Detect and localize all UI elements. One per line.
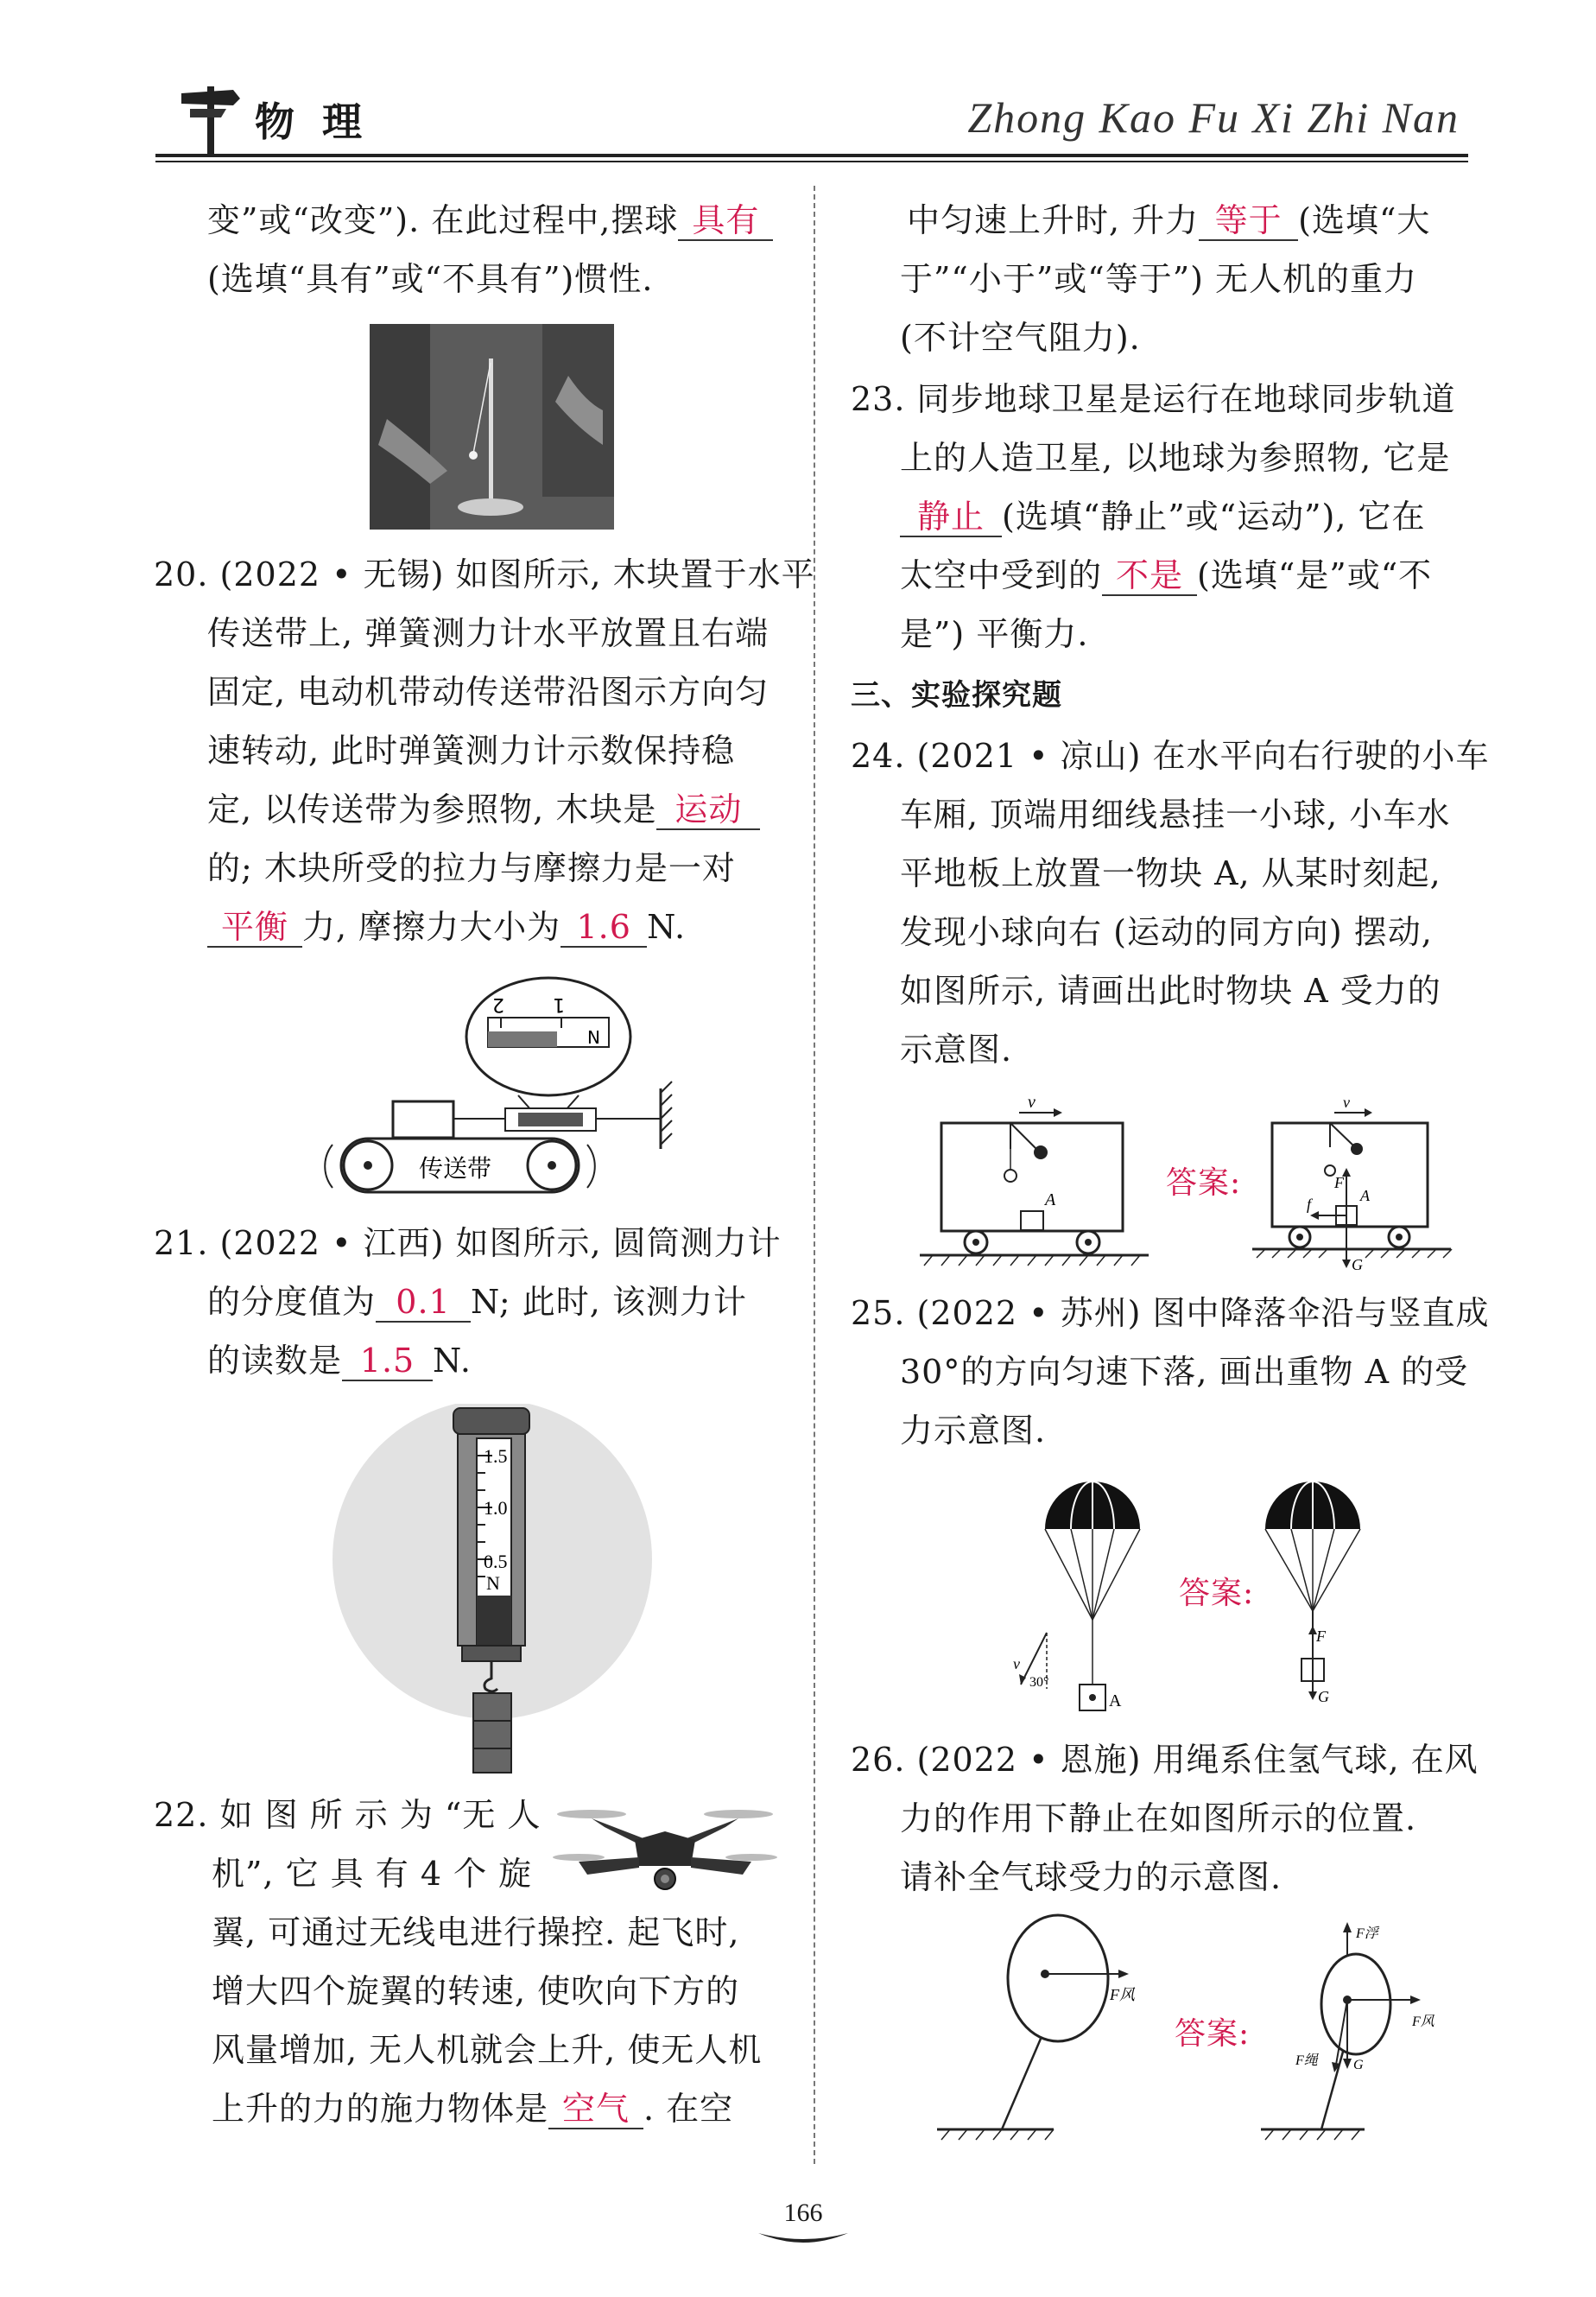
drone-image [553,1788,777,1900]
page-number-badge [751,2199,855,2250]
q26-line2: 力的作用下静止在如图所示的位置. [900,1799,1417,1837]
subject-title: 物 理 [255,98,370,145]
velocity-label-p: v [1013,1655,1020,1672]
meter-mark-10: 1.0 [484,1497,508,1519]
balloon-figure-question [928,1913,1162,2147]
q24-line3: 平地板上放置一物块 A, 从某时刻起, [900,854,1441,892]
q24-line6: 示意图. [900,1031,1013,1069]
q19-line1: 变”或“改变”). 在此过程中,摆球 具有 [207,199,773,242]
q21-line1: 21. (2022 • 江西) 如图所示, 圆筒测力计 [154,1224,782,1262]
q25-answer-label: 答案: [1179,1576,1255,1611]
q23-answer1: 静止 [900,498,1002,537]
q22-line5: 风量增加, 无人机就会上升, 使无人机 [212,2031,763,2069]
buoyancy-label: F浮 [1356,1926,1378,1941]
header-rule [155,154,1468,157]
force-F-label-p: F [1316,1628,1326,1645]
q23-line5: 是”) 平衡力. [900,615,1089,653]
series-title: Zhong Kao Fu Xi Zhi Nan [967,93,1460,142]
q22-line6: 上升的力的施力物体是 空气 . 在空 [212,2090,734,2128]
parachute-figure-answer [1252,1469,1382,1710]
q24-line5: 如图所示, 请画出此时物块 A 受力的 [900,972,1441,1010]
q26-answer-label: 答案: [1175,2016,1251,2052]
header [155,73,1468,155]
q26-line1: 26. (2022 • 恩施) 用绳系住氢气球, 在风 [851,1741,1479,1779]
meter-mark-15: 1.5 [484,1445,508,1467]
signpost-logo [173,78,250,155]
q21-answer1: 0.1 [376,1283,471,1323]
q20-line4: 速转动, 此时弹簧测力计示数保持稳 [207,732,736,770]
q19-line2: (选填“具有”或“不具有”)惯性. [207,260,654,298]
q20-line1: 20. (2022 • 无锡) 如图所示, 木块置于水平 [154,555,815,593]
q22-line9: (不计空气阻力). [900,319,1141,357]
q23-line4: 太空中受到的 不是 (选填“是”或“不 [900,556,1433,594]
force-F-label: F [1334,1174,1344,1191]
q20-answer1: 运动 [656,790,760,830]
q22-line8: 于”“小于”或“等于”) 无人机的重力 [900,260,1418,298]
q20-line7: 平衡 力, 摩擦力大小为 1.6 N. [207,905,686,949]
q19-answer: 具有 [678,201,773,241]
q26-line3: 请补全气球受力的示意图. [900,1858,1282,1896]
q20-line2: 传送带上, 弹簧测力计水平放置且右端 [207,614,770,652]
q24-line1: 24. (2021 • 凉山) 在水平向右行驶的小车 [851,737,1490,775]
cart-figure-answer [1248,1088,1455,1287]
q21-answer2: 1.5 [342,1342,433,1381]
cylinder-meter-figure [328,1404,656,1775]
q23-line3: 静止 (选填“静止”或“运动”), 它在 [900,495,1426,538]
scale-mark-2: 2 [492,993,504,1015]
q25-line2: 30°的方向匀速下落, 画出重物 A 的受 [900,1353,1469,1391]
force-G-label-p: G [1318,1688,1329,1705]
q22-line2: 机”, 它 具 有 4 个 旋 [212,1855,533,1893]
block-label-ans: A [1360,1187,1370,1204]
q20-line6: 的; 木块所受的拉力与摩擦力是一对 [207,849,736,887]
force-G-label: G [1352,1256,1363,1273]
q22-line1: 22. 如 图 所 示 为 “无 人 [154,1796,542,1834]
q24-line4: 发现小球向右 (运动的同方向) 摆动, [900,913,1433,951]
q22-line3: 翼, 可通过无线电进行操控. 起飞时, [212,1913,740,1951]
conveyor-figure [302,968,682,1209]
q24-answer-label: 答案: [1166,1165,1242,1201]
header-rule-thin [155,161,1468,162]
page-number: 166 [783,2199,823,2227]
q25-line3: 力示意图. [900,1412,1047,1450]
wind-force-label: F风 [1110,1986,1135,2003]
block-label: A [1045,1190,1056,1209]
wind-force-label-ans: F风 [1412,2015,1434,2029]
balloon-figure-answer [1257,1913,1447,2151]
q20-line5: 定, 以传送带为参照物, 木块是 运动 [207,788,760,831]
meter-mark-05: 0.5 [484,1551,508,1572]
cart-figure-question [915,1088,1157,1274]
scale-unit: N [587,1027,600,1048]
q22-line7: 中匀速上升时, 升力 等于 (选填“大 [907,201,1431,239]
section-title: 三、实验探究题 [851,678,1062,713]
q24-line2: 车厢, 顶端用细线悬挂一小球, 小车水 [900,796,1451,834]
belt-label: 传送带 [419,1154,492,1183]
q22-line4: 增大四个旋翼的转速, 使吹向下方的 [212,1972,740,2010]
parachute-figure-question [1010,1469,1166,1719]
angle-label: 30° [1029,1675,1049,1690]
pendulum-photo [370,324,614,530]
q23-line2: 上的人造卫星, 以地球为参照物, 它是 [900,439,1451,477]
q20-answer2: 平衡 [207,908,302,948]
gravity-label: G [1353,2058,1364,2072]
q21-line3: 的读数是 1.5 N. [207,1342,472,1380]
scale-mark-1: 1 [553,993,565,1015]
rope-force-label: F绳 [1295,2053,1318,2068]
velocity-label: v [1028,1093,1036,1112]
q22-answer2: 等于 [1199,201,1298,241]
q23-line1: 23. 同步地球卫星是运行在地球同步轨道 [851,380,1456,418]
q25-line1: 25. (2022 • 苏州) 图中降落伞沿与竖直成 [851,1294,1490,1332]
meter-unit: N [486,1572,500,1594]
force-f-label: f [1307,1196,1312,1213]
column-divider [814,186,815,2164]
q21-line2: 的分度值为 0.1 N; 此时, 该测力计 [207,1283,747,1321]
q22-answer1: 空气 [548,2090,643,2129]
q20-line3: 固定, 电动机带动传送带沿图示方向匀 [207,673,770,711]
q20-answer3: 1.6 [560,908,647,948]
q23-answer2: 不是 [1102,556,1197,596]
weight-label: A [1109,1691,1122,1710]
velocity-label-ans: v [1343,1094,1350,1111]
